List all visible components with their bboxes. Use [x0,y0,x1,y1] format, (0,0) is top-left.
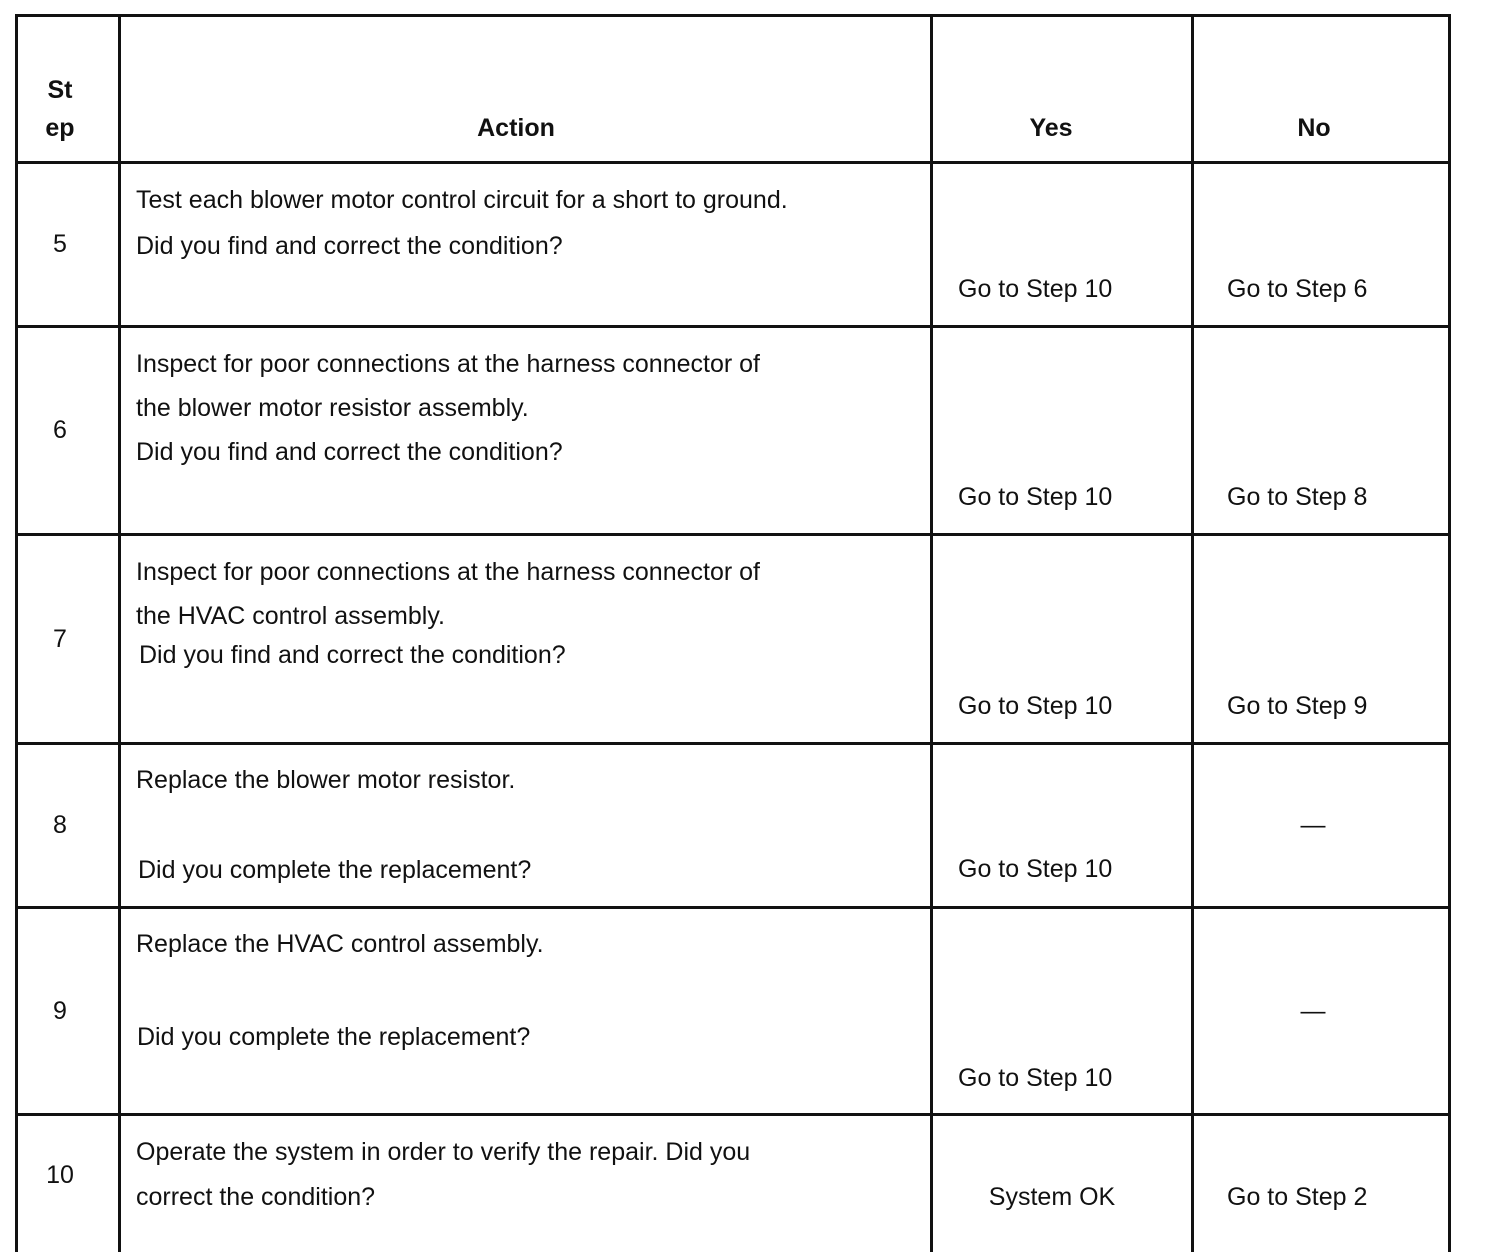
step-number: 9 [53,997,67,1025]
row-divider [18,325,1448,328]
header-step-line2: ep [45,114,75,142]
row-divider [18,533,1448,536]
step-number: 6 [53,416,67,444]
header-no: No [1297,114,1331,142]
no-cell: Go to Step 6 [1227,275,1368,303]
action-text: Did you complete the replacement? [137,1023,531,1051]
row-divider [18,1113,1448,1116]
action-text: Inspect for poor connections at the harness connector of [136,350,760,378]
step-number: 7 [53,625,67,653]
action-text: the blower motor resistor assembly. [136,394,529,422]
row-divider [18,161,1448,164]
no-cell: — [1300,997,1326,1025]
column-divider [1191,17,1194,1252]
action-text: Replace the blower motor resistor. [136,766,516,794]
step-number: 5 [53,230,67,258]
action-text: Replace the HVAC control assembly. [136,930,544,958]
action-text: Inspect for poor connections at the harness connector of [136,558,760,586]
action-text: Did you find and correct the condition? [139,641,566,669]
yes-cell: Go to Step 10 [958,855,1113,883]
step-number: 10 [46,1161,74,1189]
column-divider [118,17,121,1252]
row-divider [18,906,1448,909]
action-text: Did you find and correct the condition? [136,232,563,260]
action-text: Test each blower motor control circuit for a short to ground. [136,186,788,214]
action-text: Did you find and correct the condition? [136,438,563,466]
step-number: 8 [53,811,67,839]
action-text: Did you complete the replacement? [138,856,532,884]
no-cell: — [1300,811,1326,839]
yes-cell: Go to Step 10 [958,483,1113,511]
header-yes: Yes [1029,114,1073,142]
column-divider [930,17,933,1252]
action-text: Operate the system in order to verify the repair. Did you [136,1138,751,1166]
yes-cell: Go to Step 10 [958,275,1113,303]
no-cell: Go to Step 8 [1227,483,1368,511]
header-action: Action [477,114,555,142]
yes-cell: Go to Step 10 [958,1064,1113,1092]
header-step-line1: St [47,76,73,104]
yes-cell: Go to Step 10 [958,692,1113,720]
no-cell: Go to Step 2 [1227,1183,1368,1211]
yes-cell: System OK [988,1183,1116,1211]
no-cell: Go to Step 9 [1227,692,1368,720]
action-text: correct the condition? [136,1183,376,1211]
action-text: the HVAC control assembly. [136,602,445,630]
row-divider [18,742,1448,745]
